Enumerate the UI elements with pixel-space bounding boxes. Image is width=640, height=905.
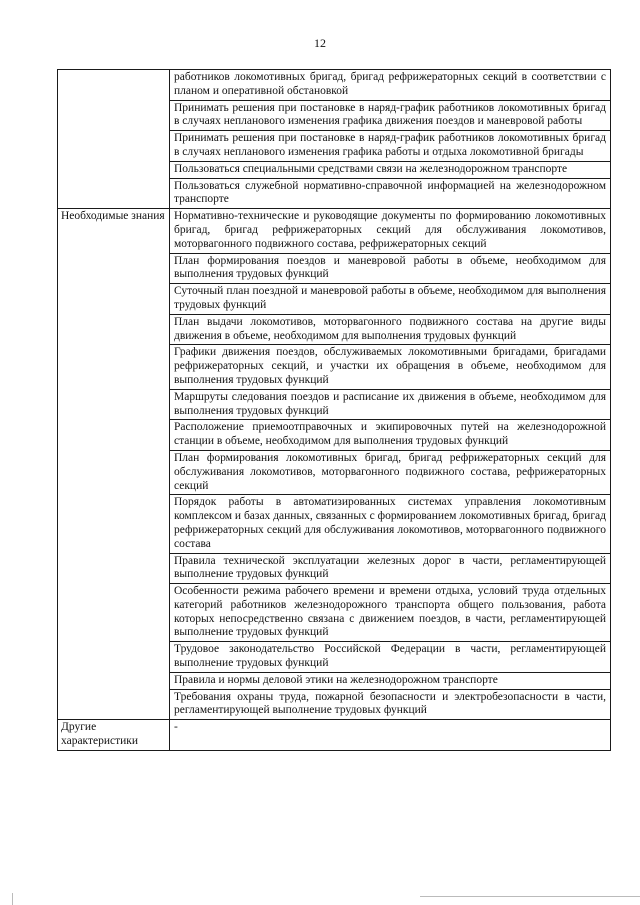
knowledge-item: Графики движения поездов, обслуживаемых локомотивными бригадами, бригадами рефрижераторных секций, и участки их обращения в объеме, необходимом для выполнения трудовых функций	[170, 345, 611, 389]
page-number: 12	[314, 36, 326, 50]
knowledge-item: Суточный план поездной и маневровой работы в объеме, необходимом для выполнения трудовых функций	[170, 284, 611, 315]
skill-item: Пользоваться специальными средствами связи на железнодорожном транспорте	[170, 161, 611, 178]
knowledge-item: План выдачи локомотивов, моторвагонного подвижного состава на другие виды движения в объеме, необходимом для выполнения трудовых функций	[170, 314, 611, 345]
knowledge-item: План формирования локомотивных бригад, бригад рефрижераторных секций для обслуживания локомотивов, моторвагонного подвижного состава, рефрижераторных секций	[170, 450, 611, 494]
table-row	[58, 209, 611, 253]
knowledge-item: Нормативно-технические и руководящие документы по формированию локомотивных бригад, бригад рефрижераторных секций для обслуживания локомотивов, моторвагонного подвижного состава, рефрижераторных секций	[170, 209, 611, 253]
table-row	[58, 720, 611, 751]
scan-edge-mark	[420, 896, 640, 897]
knowledge-item: Трудовое законодательство Российской Федерации в части, регламентирующей выполнение трудовых функций	[170, 642, 611, 673]
knowledge-label: Необходимые знания	[58, 209, 170, 720]
table-row	[58, 70, 611, 101]
other-value: -	[170, 720, 611, 751]
scan-edge-mark	[12, 893, 13, 905]
knowledge-item: Маршруты следования поездов и расписание их движения в объеме, необходимом для выполнения трудовых функций	[170, 389, 611, 420]
competency-table	[57, 69, 611, 751]
knowledge-item: План формирования поездов и маневровой работы в объеме, необходимом для выполнения трудовых функций	[170, 253, 611, 284]
knowledge-item: Правила технической эксплуатации железных дорог в части, регламентирующей выполнение трудовых функций	[170, 553, 611, 584]
knowledge-item: Правила и нормы деловой этики на железнодорожном транспорте	[170, 672, 611, 689]
skill-item: Пользоваться служебной нормативно-справочной информацией на железнодорожном транспорте	[170, 178, 611, 209]
knowledge-item: Требования охраны труда, пожарной безопасности и электробезопасности в части, регламентирующей выполнение трудовых функций	[170, 689, 611, 720]
knowledge-item: Порядок работы в автоматизированных системах управления локомотивным комплексом и базах данных, связанных с формированием локомотивных бригад, бригад рефрижераторных секций для обслуживания локомотивов, моторвагонного подвижного состава	[170, 495, 611, 553]
skill-item: Принимать решения при постановке в наряд-график работников локомотивных бригад в случаях непланового изменения графика работы и отдыха локомотивной бригады	[170, 131, 611, 162]
knowledge-item: Особенности режима рабочего времени и времени отдыха, условий труда отдельных категорий работников железнодорожного транспорта общего пользования, работа которых непосредственно связана с движением поездов, в части, регламентирующей выполнение трудовых функций	[170, 584, 611, 642]
knowledge-item: Расположение приемоотправочных и экипировочных путей на железнодорожной станции в объеме, необходимом для выполнения трудовых функций	[170, 420, 611, 451]
skill-item: Принимать решения при постановке в наряд-график работников локомотивных бригад в случаях непланового изменения графика движения поездов и маневровой работы	[170, 100, 611, 131]
skills-label-cell	[58, 70, 170, 209]
other-label: Другие характеристики	[58, 720, 170, 751]
skill-item: работников локомотивных бригад, бригад рефрижераторных секций в соответствии с планом и оперативной обстановкой	[170, 70, 611, 101]
